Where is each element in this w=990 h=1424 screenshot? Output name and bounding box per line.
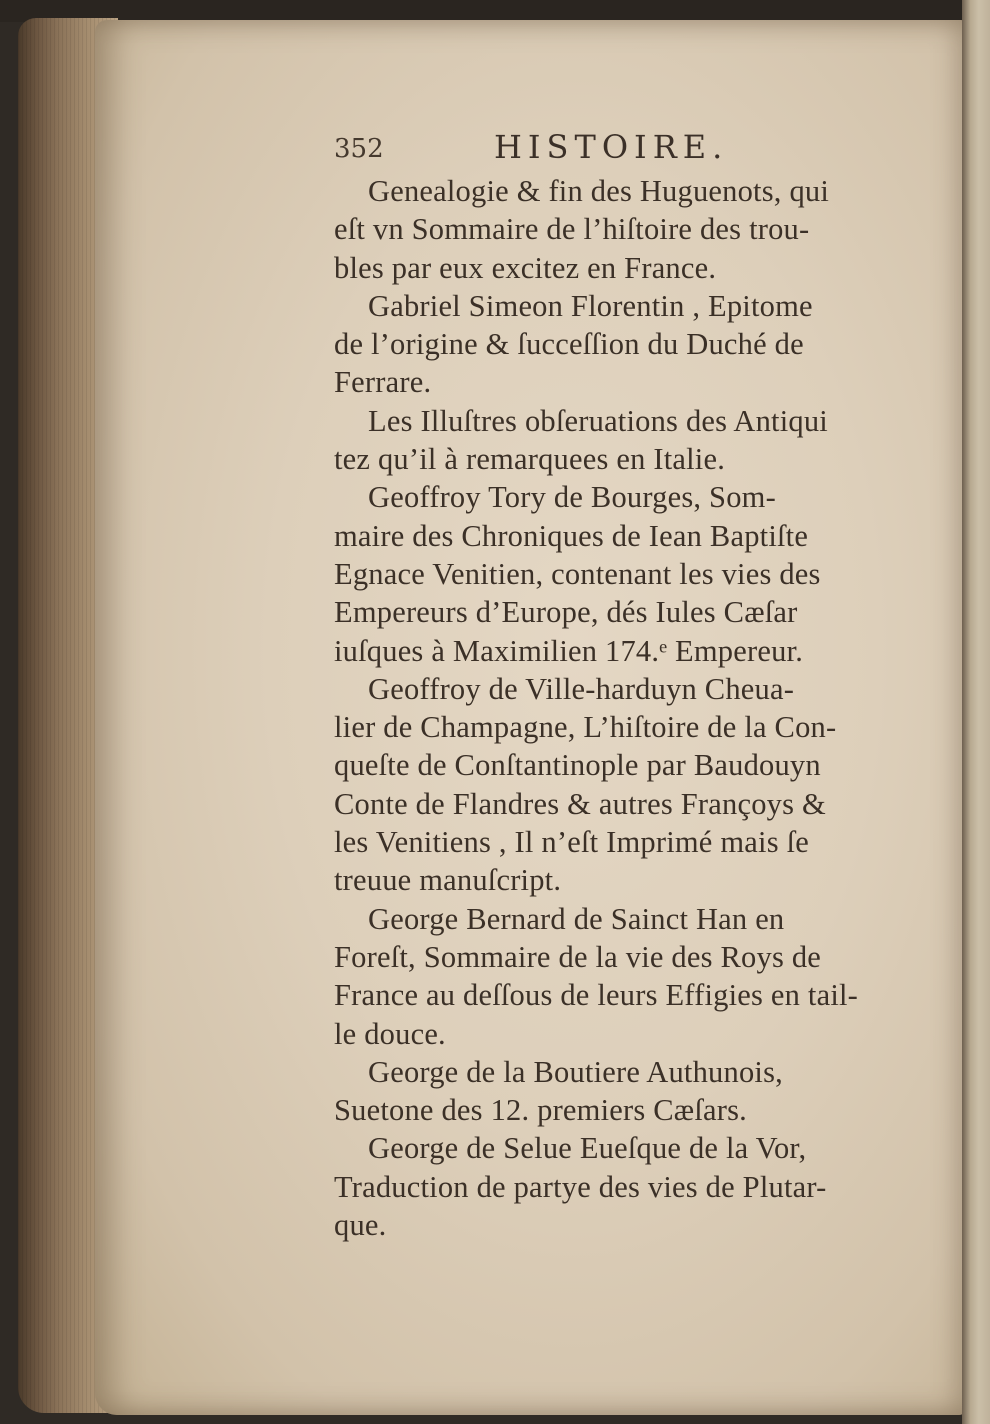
top-background [0, 0, 990, 22]
text-lines [334, 172, 914, 1244]
text-line: maire des Chroniques de Iean Baptiſte [334, 518, 809, 553]
page-number: 352 [334, 134, 384, 164]
text-line: Conte de Flandres & autres Françoys & [334, 786, 826, 821]
text-line: George de la Boutiere Authunois, [368, 1054, 783, 1089]
text-line: Les Illuſtres obſeruations des Antiqui [368, 403, 828, 438]
text-line: Genealogie & fin des Huguenots, qui [368, 174, 830, 208]
page-header [334, 128, 914, 172]
text-line: de l’origine & ſucceſſion du Duché de [334, 327, 804, 362]
text-line: Foreſt, Sommaire de la vie des Roys de [334, 939, 822, 974]
text-line: George Bernard de Sainct Han en [368, 901, 785, 936]
text-line: treuue manuſcript. [334, 863, 562, 898]
text-line: George de Selue Eueſque de la Vor, [368, 1131, 807, 1166]
text-line: Ferrare. [334, 365, 432, 400]
text-line: Geoffroy de Ville-harduyn Cheua- [368, 671, 795, 706]
text-line: lier de Champagne, L’hiſtoire de la Con- [334, 710, 837, 745]
text-line: Geoffroy Tory de Bourges, Som- [368, 480, 776, 515]
text-line: les Venitiens , Il n’eſt Imprimé mais ſe [334, 825, 810, 860]
text-line: queſte de Conſtantinople par Baudouyn [334, 748, 821, 783]
text-line: Gabriel Simeon Florentin , Epitome [368, 288, 813, 323]
text-line: iuſques à Maximilien 174.ᵉ Empereur. [334, 633, 804, 668]
text-line: France au deſſous de leurs Effigies en tail- [334, 978, 859, 1013]
text-line: que. [334, 1208, 387, 1243]
text-line: Egnace Venitien, contenant les vies des [334, 556, 821, 591]
text-line: Suetone des 12. premiers Cæſars. [334, 1093, 747, 1128]
text-line: Traduction de partye des vies de Plutar- [334, 1169, 827, 1204]
text-line: le douce. [334, 1016, 446, 1051]
facing-page-edge [962, 0, 990, 1424]
text-line: Empereurs d’Europe, dés Iules Cæſar [334, 595, 798, 630]
running-head: HISTOIRE. [494, 128, 729, 166]
text-line: eſt vn Sommaire de l’hiſtoire des trou- [334, 212, 810, 247]
page-text-block [334, 128, 914, 1244]
text-line: tez qu’il à remarquees en Italie. [334, 442, 726, 477]
text-line: bles par eux excitez en France. [334, 250, 717, 285]
